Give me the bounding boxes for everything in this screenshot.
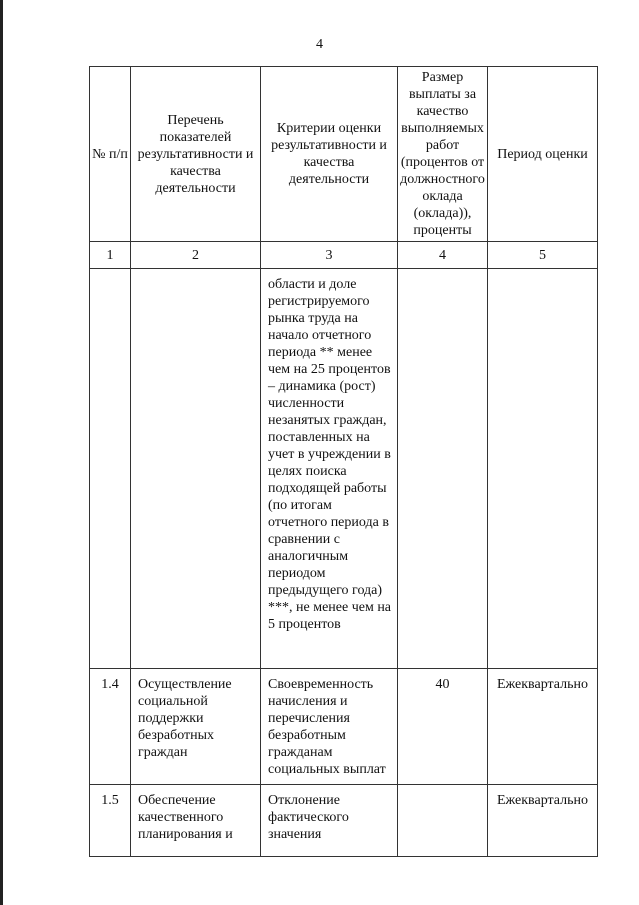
header-cell-number: № п/п — [90, 67, 131, 242]
row-indicator — [131, 269, 261, 669]
page-left-edge — [0, 0, 3, 905]
row-criteria: Отклонение фактического значения — [261, 785, 398, 857]
column-number-cell: 3 — [261, 242, 398, 269]
row-criteria: области и доле регистрируемого рынка труда на начало отчетного периода ** менее чем на 25 процентов – динамика (рост) численности незанятых граждан, поставленных на учет в учреждении в целях поиска подходящей работы (по итогам отчетного периода в сравнении с аналогичным периодом предыдущего года) ***, не менее чем на 5 процентов — [261, 269, 398, 669]
row-number — [90, 269, 131, 669]
row-period — [488, 269, 598, 669]
header-cell-criteria: Критерии оценки результативности и качества деятельности — [261, 67, 398, 242]
column-number-cell: 5 — [488, 242, 598, 269]
table-row — [90, 785, 598, 857]
row-period: Ежеквартально — [488, 669, 598, 785]
header-cell-indicators: Перечень показателей результативности и качества деятельности — [131, 67, 261, 242]
column-number-cell: 2 — [131, 242, 261, 269]
header-cell-amount: Размер выплаты за качество выполняемых работ (процентов от должностного оклада (оклада)), проценты — [398, 67, 488, 242]
column-numbers-row — [90, 242, 598, 269]
criteria-table — [89, 66, 598, 857]
table-row — [90, 669, 598, 785]
row-number: 1.5 — [90, 785, 131, 857]
table-row — [90, 269, 598, 669]
row-amount — [398, 785, 488, 857]
row-indicator: Обеспечение качественного планирования и — [131, 785, 261, 857]
row-amount — [398, 269, 488, 669]
row-criteria: Своевременность начисления и перечисления безработным гражданам социальных выплат — [261, 669, 398, 785]
row-period: Ежеквартально — [488, 785, 598, 857]
row-amount: 40 — [398, 669, 488, 785]
column-number-cell: 4 — [398, 242, 488, 269]
header-cell-period: Период оценки — [488, 67, 598, 242]
page-number: 4 — [316, 37, 323, 52]
row-indicator: Осуществление социальной поддержки безработных граждан — [131, 669, 261, 785]
table-header-row — [90, 67, 598, 242]
row-number: 1.4 — [90, 669, 131, 785]
column-number-cell: 1 — [90, 242, 131, 269]
